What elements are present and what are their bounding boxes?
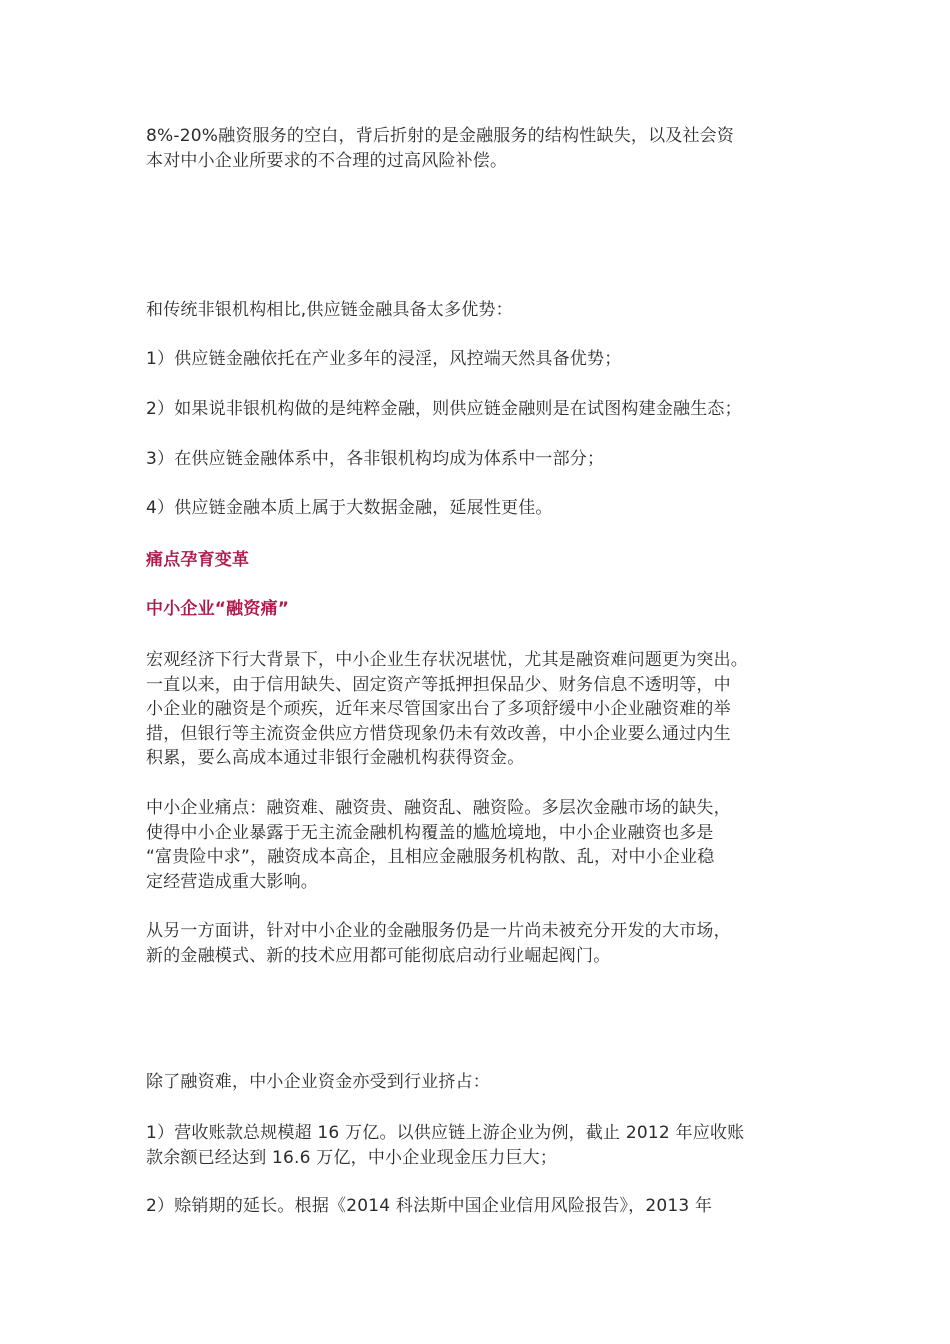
squeeze-item-2: 2）赊销期的延长。根据《2014 科法斯中国企业信用风险报告》，2013 年 [146,1196,713,1216]
intro-paragraph: 8%-20%融资服务的空白，背后折射的是金融服务的结构性缺失，以及社会资 本对中小企业所要求的不合理的过高风险补偿。 [146,126,735,171]
squeeze-item-1: 1）营收账款总规模超 16 万亿。以供应链上游企业为例，截止 2012 年应收账 款余额已经达到 16.6 万亿，中小企业现金压力巨大； [146,1123,745,1168]
advantages-lead: 和传统非银机构相比,供应链金融具备太多优势： [146,300,513,320]
advantage-item-2: 2）如果说非银机构做的是纯粹金融，则供应链金融则是在试图构建金融生态； [146,399,742,419]
sub-heading: 中小企业“融资痛” [146,599,290,619]
squeeze-lead: 除了融资难，中小企业资金亦受到行业挤占： [146,1072,490,1092]
advantage-item-1: 1）供应链金融依托在产业多年的浸淫，风控端天然具备优势； [146,349,622,369]
advantage-item-3: 3）在供应链金融体系中，各非银机构均成为体系中一部分； [146,449,605,469]
advantage-item-4: 4）供应链金融本质上属于大数据金融，延展性更佳。 [146,498,553,518]
paragraph-market-opportunity: 从另一方面讲，针对中小企业的金融服务仍是一片尚未被充分开发的大市场， 新的金融模式、新的技术应用都可能彻底启动行业崛起阀门。 [146,921,731,966]
paragraph-pain-points: 中小企业痛点：融资难、融资贵、融资乱、融资险。多层次金融市场的缺失， 使得中小企业暴露于无主流金融机构覆盖的尴尬境地，中小企业融资也多是 “富贵险中求”，融资成本高企，且相应金融服务机构散、乱，对中小企业稳 定经营造成重大影响。 [146,798,731,892]
section-heading: 痛点孕育变革 [146,550,250,570]
paragraph-macro-economy: 宏观经济下行大背景下，中小企业生存状况堪忧，尤其是融资难问题更为突出。 一直以来，由于信用缺失、固定资产等抵押担保品少、财务信息不透明等，中 小企业的融资是个顽疾，近年来尽管国家出台了多项舒缓中小企业融资难的举 措，但银行等主流资金供应方惜贷现象仍未有效改善，中小企业要么通过内生 积累，要么高成本通过非银行金融机构获得资金。 [146,650,748,768]
